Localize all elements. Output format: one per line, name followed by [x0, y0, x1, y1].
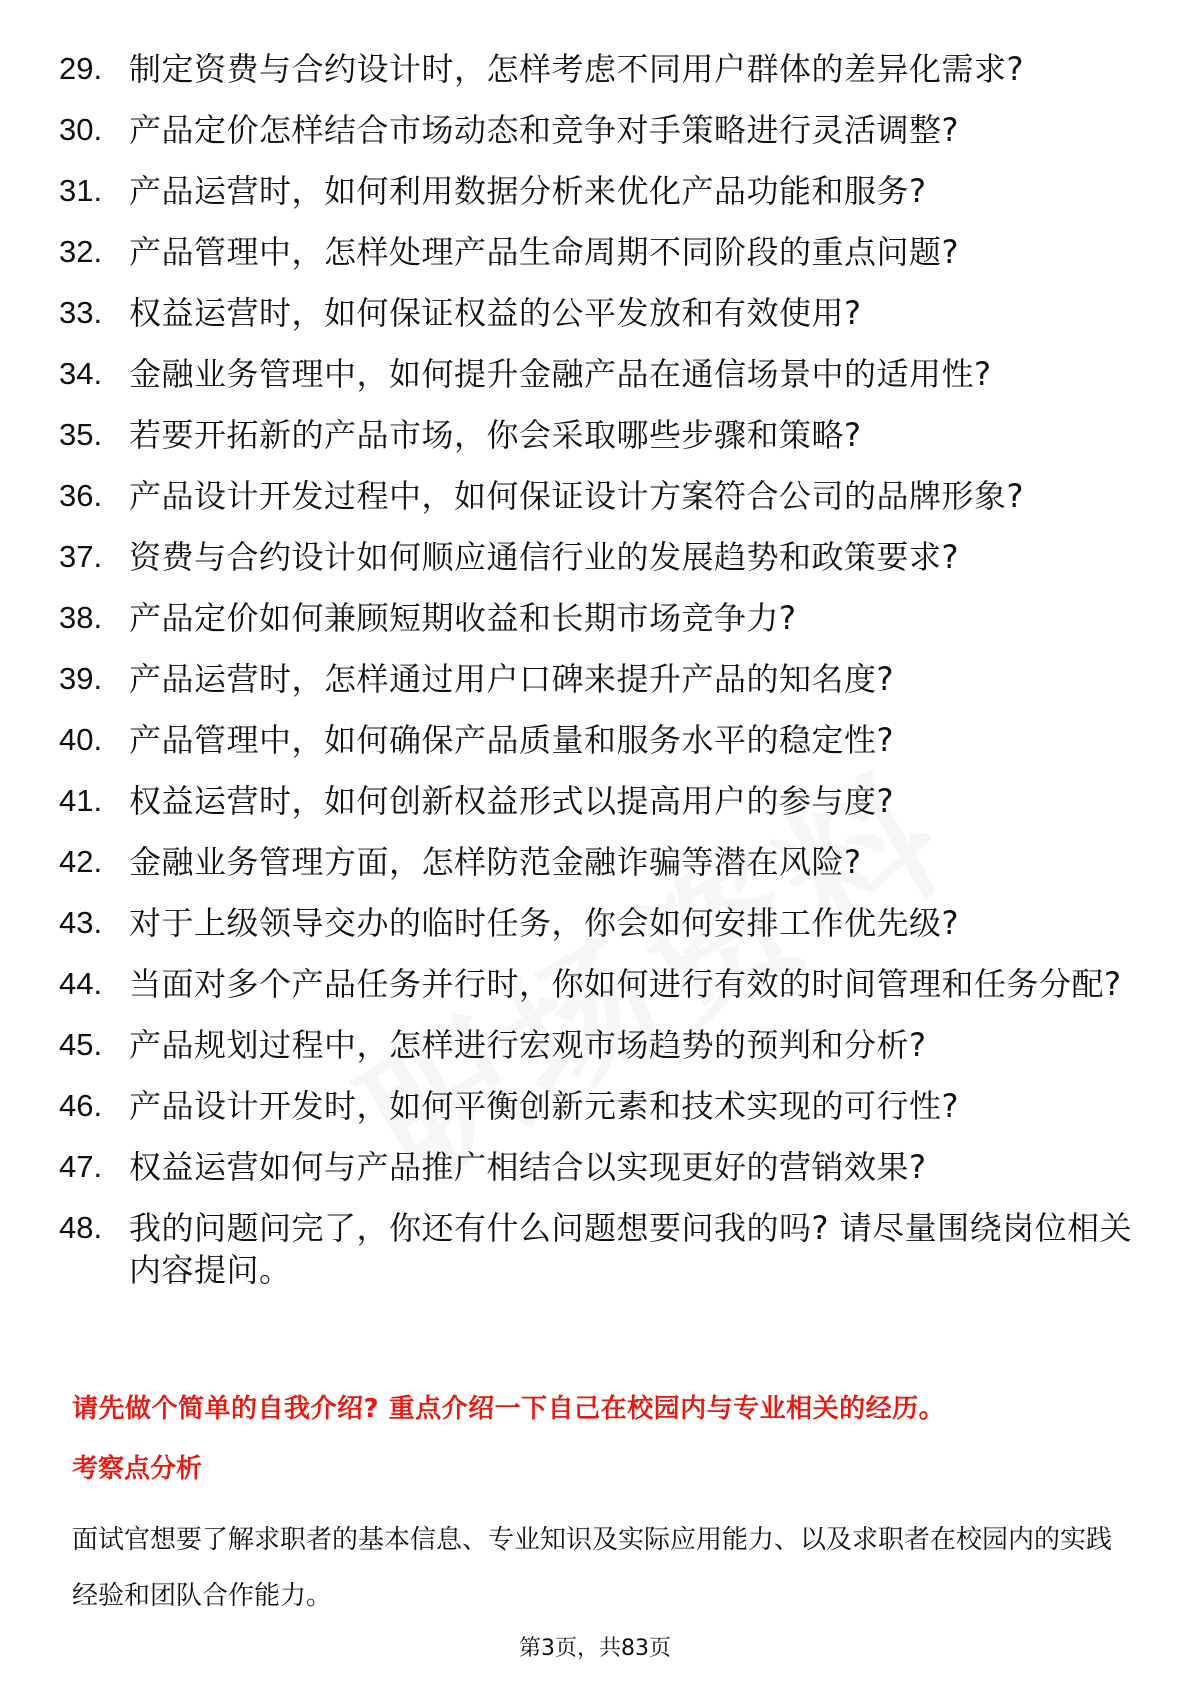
question-text: 权益运营如何与产品推广相结合以实现更好的营销效果? — [129, 1148, 927, 1186]
question-item — [57, 170, 1137, 212]
question-number: 30. — [59, 112, 103, 147]
question-number: 44. — [59, 966, 103, 1001]
question-number: 42. — [59, 844, 103, 879]
question-item — [57, 1024, 1137, 1066]
question-number: 47. — [59, 1149, 103, 1184]
question-item — [57, 902, 1137, 944]
section-title: 考察点分析 — [72, 1454, 203, 1484]
analysis-paragraph: 面试官想要了解求职者的基本信息、专业知识及实际应用能力、以及求职者在校园内的实践经验和团队合作能力。 — [72, 1525, 1113, 1611]
question-item — [57, 231, 1137, 273]
question-text: 我的问题问完了，你还有什么问题想要问我的吗? 请尽量围绕岗位相关内容提问。 — [129, 1209, 1133, 1289]
question-number: 34. — [59, 356, 103, 391]
question-item — [57, 780, 1137, 822]
question-item — [57, 414, 1137, 456]
question-text: 产品设计开发时，如何平衡创新元素和技术实现的可行性? — [129, 1087, 959, 1125]
question-item — [57, 719, 1137, 761]
question-number: 36. — [59, 478, 103, 513]
question-item — [57, 109, 1137, 151]
question-text: 制定资费与合约设计时，怎样考虑不同用户群体的差异化需求? — [129, 50, 1024, 88]
question-item — [57, 353, 1137, 395]
question-number: 33. — [59, 295, 103, 330]
highlight-question: 请先做个简单的自我介绍? 重点介绍一下自己在校园内与专业相关的经历。 — [72, 1394, 946, 1424]
question-text: 产品管理中，如何确保产品质量和服务水平的稳定性? — [129, 721, 894, 759]
question-number: 45. — [59, 1027, 103, 1062]
question-number: 38. — [59, 600, 103, 635]
question-number: 29. — [59, 51, 103, 86]
question-item — [57, 1146, 1137, 1188]
question-item — [57, 1207, 1137, 1291]
question-number: 31. — [59, 173, 103, 208]
question-text: 产品运营时，怎样通过用户口碑来提升产品的知名度? — [129, 660, 894, 698]
question-text: 产品设计开发过程中，如何保证设计方案符合公司的品牌形象? — [129, 477, 1024, 515]
question-item — [57, 963, 1137, 1005]
question-text: 对于上级领导交办的临时任务，你会如何安排工作优先级? — [129, 904, 959, 942]
question-text: 金融业务管理中，如何提升金融产品在通信场景中的适用性? — [129, 355, 992, 393]
question-text: 产品管理中，怎样处理产品生命周期不同阶段的重点问题? — [129, 233, 959, 271]
question-text: 产品定价如何兼顾短期收益和长期市场竞争力? — [129, 599, 797, 637]
question-text: 产品规划过程中，怎样进行宏观市场趋势的预判和分析? — [129, 1026, 927, 1064]
question-list — [57, 48, 1137, 1310]
question-number: 48. — [59, 1210, 103, 1245]
question-item — [57, 1085, 1137, 1127]
question-text: 权益运营时，如何保证权益的公平发放和有效使用? — [129, 294, 862, 332]
question-text: 产品运营时，如何利用数据分析来优化产品功能和服务? — [129, 172, 927, 210]
question-item — [57, 536, 1137, 578]
question-item — [57, 48, 1137, 90]
question-item — [57, 597, 1137, 639]
question-text: 产品定价怎样结合市场动态和竞争对手策略进行灵活调整? — [129, 111, 959, 149]
question-number: 41. — [59, 783, 103, 818]
question-item — [57, 658, 1137, 700]
question-number: 35. — [59, 417, 103, 452]
question-item — [57, 292, 1137, 334]
question-number: 46. — [59, 1088, 103, 1123]
page-footer: 第3页，共83页 — [519, 1636, 671, 1661]
question-text: 若要开拓新的产品市场，你会采取哪些步骤和策略? — [129, 416, 862, 454]
question-text: 资费与合约设计如何顺应通信行业的发展趋势和政策要求? — [129, 538, 959, 576]
question-text: 当面对多个产品任务并行时，你如何进行有效的时间管理和任务分配? — [129, 965, 1122, 1003]
question-item — [57, 475, 1137, 517]
question-number: 37. — [59, 539, 103, 574]
question-number: 32. — [59, 234, 103, 269]
question-number: 40. — [59, 722, 103, 757]
question-item — [57, 841, 1137, 883]
question-number: 43. — [59, 905, 103, 940]
question-text: 权益运营时，如何创新权益形式以提高用户的参与度? — [129, 782, 894, 820]
question-number: 39. — [59, 661, 103, 696]
question-text: 金融业务管理方面，怎样防范金融诈骗等潜在风险? — [129, 843, 862, 881]
